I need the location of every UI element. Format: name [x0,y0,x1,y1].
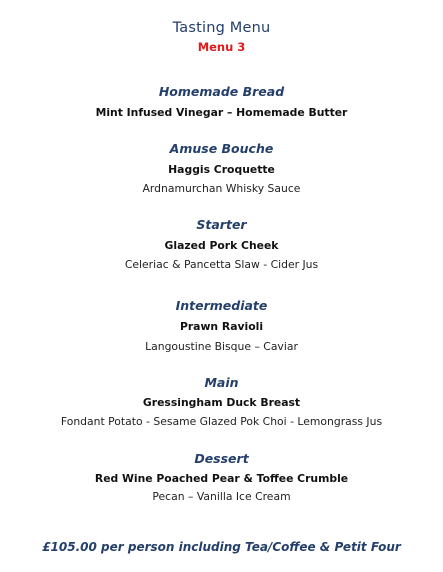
section-line: Mint Infused Vinegar – Homemade Butter [95,106,348,119]
menu-title: Tasting Menu [172,20,271,36]
section-dish: Gressingham Duck Breast [142,396,301,409]
price-footer: £105.00 per person including Tea/Coffee & Petit Four [42,540,401,554]
section-dish: Red Wine Poached Pear & Toffee Crumble [94,472,349,485]
menu-subtitle: Menu 3 [197,40,246,54]
section-heading-starter: Starter [196,217,247,232]
section-heading-homemade-bread: Homemade Bread [158,84,285,99]
section-description: Langoustine Bisque – Caviar [145,340,298,353]
section-description: Celeriac & Pancetta Slaw - Cider Jus [124,258,319,271]
section-dish: Haggis Croquette [168,163,275,176]
section-description: Fondant Potato - Sesame Glazed Pok Choi - Lemongrass Jus [60,415,383,428]
section-heading-intermediate: Intermediate [175,298,268,313]
section-description: Pecan – Vanilla Ice Cream [152,490,291,503]
section-heading-main: Main [204,375,239,390]
section-description: Ardnamurchan Whisky Sauce [142,182,301,195]
section-heading-dessert: Dessert [194,451,249,466]
section-dish: Glazed Pork Cheek [164,239,279,252]
section-heading-amuse-bouche: Amuse Bouche [169,141,274,156]
section-dish: Prawn Ravioli [179,320,264,333]
